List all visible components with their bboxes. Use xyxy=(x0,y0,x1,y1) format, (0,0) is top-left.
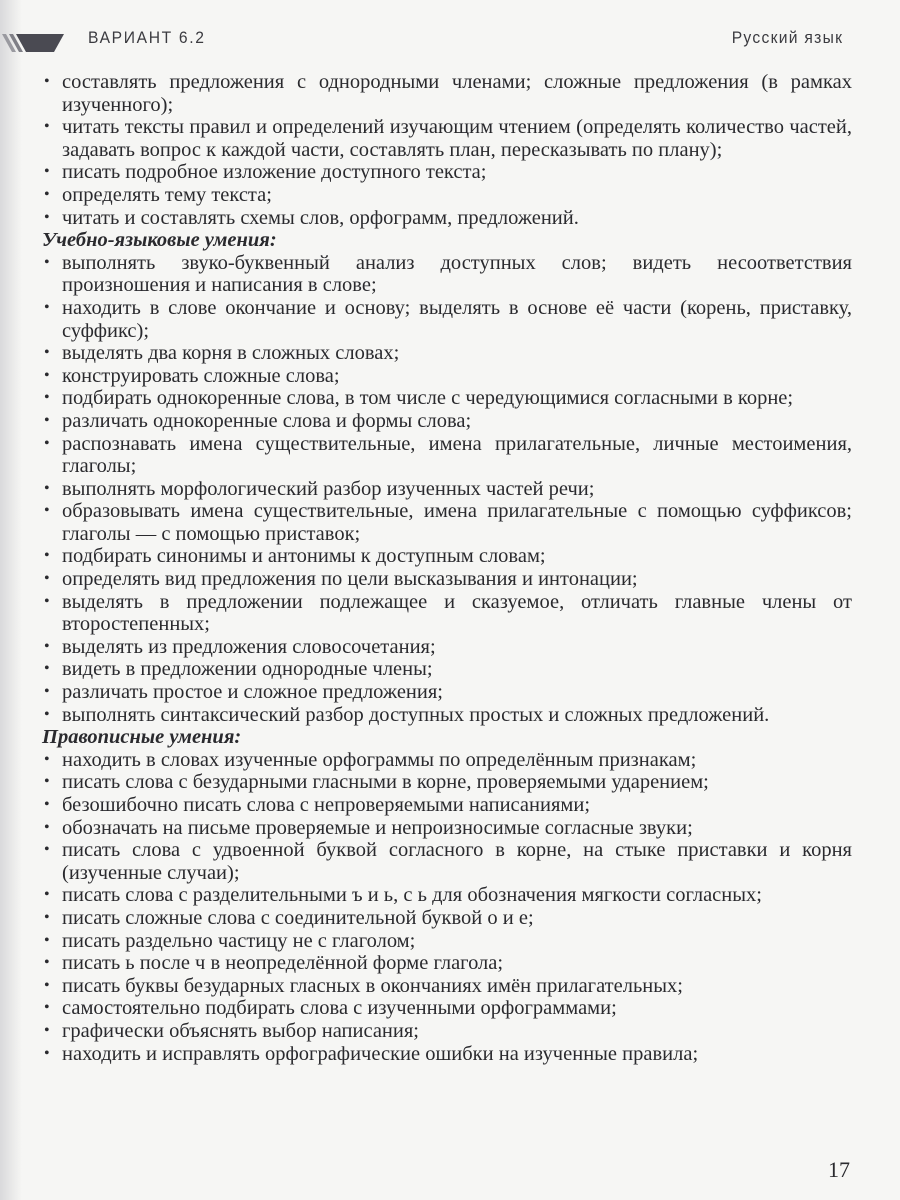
list-item: • безошибочно писать слова с непроверяемыми написаниями; xyxy=(44,794,591,816)
bullet-icon: • xyxy=(44,750,50,768)
bullet-icon: • xyxy=(44,163,50,181)
list-item: • составлять предложения с однородными членами; сложные предложения (в рамках изученного); xyxy=(44,71,852,116)
bullet-icon: • xyxy=(44,773,50,791)
page-header xyxy=(0,26,900,56)
bullet-icon: • xyxy=(44,637,50,655)
list-item: • находить в словах изученные орфограммы по определённым признакам; xyxy=(44,748,697,771)
list-item: • писать слова с удвоенной буквой согласного в корне, на стыке приставки и корня (изученные случаи); xyxy=(44,839,852,884)
bullet-icon: • xyxy=(44,366,50,384)
bullet-icon: • xyxy=(44,818,50,836)
bullet-icon: • xyxy=(44,954,50,972)
list-item: • подбирать синонимы и антонимы к доступным словам; xyxy=(44,545,546,568)
section-title-language-skills: Учебно-языковые умения: xyxy=(42,229,277,252)
page-edge-shadow xyxy=(0,0,22,1200)
bullet-icon: • xyxy=(44,208,50,226)
bullet-icon: • xyxy=(44,705,50,723)
list-item: • выделять в предложении подлежащее и сказуемое, отличать главные члены от второстепенных; xyxy=(44,590,852,636)
skills-list-general xyxy=(42,71,852,229)
list-item: • находить в слове окончание и основу; выделять в основе её части (корень, приставку, суффикс); xyxy=(44,296,852,342)
bullet-icon: • xyxy=(44,411,50,429)
page-number: 17 xyxy=(828,1157,850,1182)
list-item: • графически объяснять выбор написания; xyxy=(44,1019,419,1042)
list-item: • образовывать имена существительные, имена прилагательные с помощью суффиксов; глаголы — с помощью приставок; xyxy=(44,500,852,545)
bullet-icon: • xyxy=(44,570,50,588)
skills-list-language xyxy=(42,252,852,726)
list-item: • писать подробное изложение доступного текста; xyxy=(44,161,487,184)
bullet-icon: • xyxy=(44,479,50,497)
bullet-icon: • xyxy=(44,118,50,136)
variant-label: ВАРИАНТ 6.2 xyxy=(88,28,206,47)
subject-label: Русский язык xyxy=(731,28,843,47)
list-item: • писать ь после ч в неопределённой форме глагола; xyxy=(44,952,504,975)
bullet-icon: • xyxy=(44,1044,50,1062)
list-item: • находить и исправлять орфографические ошибки на изученные правила; xyxy=(44,1042,699,1065)
list-item: • распознавать имена существительные, имена прилагательные, личные местоимения, глаголы; xyxy=(44,432,852,478)
bullet-icon: • xyxy=(44,999,50,1017)
bullet-icon: • xyxy=(44,298,50,316)
list-item: • выделять два корня в сложных словах; xyxy=(44,342,400,365)
document-body xyxy=(42,71,852,1065)
bullet-icon: • xyxy=(44,660,50,678)
bullet-icon: • xyxy=(44,1021,50,1039)
list-item: • подбирать однокоренные слова, в том числе с чередующимися согласными в корне; xyxy=(44,387,794,410)
list-item: • выполнять морфологический разбор изученных частей речи; xyxy=(44,477,595,500)
bullet-icon: • xyxy=(44,976,50,994)
list-item: • конструировать сложные слова; xyxy=(44,364,340,387)
list-item: • выполнять звуко-буквенный анализ доступных слов; видеть несоответствия произношения и написания в слове; xyxy=(44,251,852,297)
bullet-icon: • xyxy=(44,886,50,904)
bullet-icon: • xyxy=(44,253,50,271)
section-title-spelling-skills: Правописные умения: xyxy=(42,726,242,749)
bullet-icon: • xyxy=(44,841,50,859)
list-item: • выделять из предложения словосочетания; xyxy=(44,635,436,658)
bullet-icon: • xyxy=(44,547,50,565)
list-item: • писать раздельно частицу не с глаголом; xyxy=(44,929,416,952)
bullet-icon: • xyxy=(44,389,50,407)
bullet-icon: • xyxy=(44,931,50,949)
list-item: • самостоятельно подбирать слова с изученными орфограммами; xyxy=(44,997,617,1020)
list-item: • читать тексты правил и определений изучающим чтением (определять количество частей, задавать вопрос к каждой части, составлять план, пересказывать по плану); xyxy=(44,116,852,161)
bullet-icon: • xyxy=(44,185,50,203)
list-item: • обозначать на письме проверяемые и непроизносимые согласные звуки; xyxy=(44,816,693,839)
bullet-icon: • xyxy=(44,434,50,452)
list-item: • писать сложные слова с соединительной буквой о и е; xyxy=(44,906,534,929)
bullet-icon: • xyxy=(44,683,50,701)
bullet-icon: • xyxy=(44,592,50,610)
bullet-icon: • xyxy=(44,502,50,520)
list-item: • различать простое и сложное предложения; xyxy=(44,681,443,704)
bullet-icon: • xyxy=(44,344,50,362)
bullet-icon: • xyxy=(44,73,50,90)
stripes-parallelogram-icon xyxy=(0,34,70,52)
list-item: • читать и составлять схемы слов, орфограмм, предложений. xyxy=(44,206,579,229)
list-item: • писать слова с безударными гласными в корне, проверяемыми ударением; xyxy=(44,771,709,794)
list-item: • писать слова с разделительными ъ и ь, с ь для обозначения мягкости согласных; xyxy=(44,884,762,907)
list-item: • определять вид предложения по цели высказывания и интонации; xyxy=(44,568,638,591)
skills-list-spelling xyxy=(42,749,852,1065)
list-item: • выполнять синтаксический разбор доступных простых и сложных предложений. xyxy=(44,703,770,726)
bullet-icon: • xyxy=(44,796,50,813)
list-item: • писать буквы безударных гласных в окончаниях имён прилагательных; xyxy=(44,974,683,997)
list-item: • различать однокоренные слова и формы слова; xyxy=(44,409,472,432)
list-item: • определять тему текста; xyxy=(44,183,272,206)
bullet-icon: • xyxy=(44,908,50,926)
list-item: • видеть в предложении однородные члены; xyxy=(44,658,433,681)
